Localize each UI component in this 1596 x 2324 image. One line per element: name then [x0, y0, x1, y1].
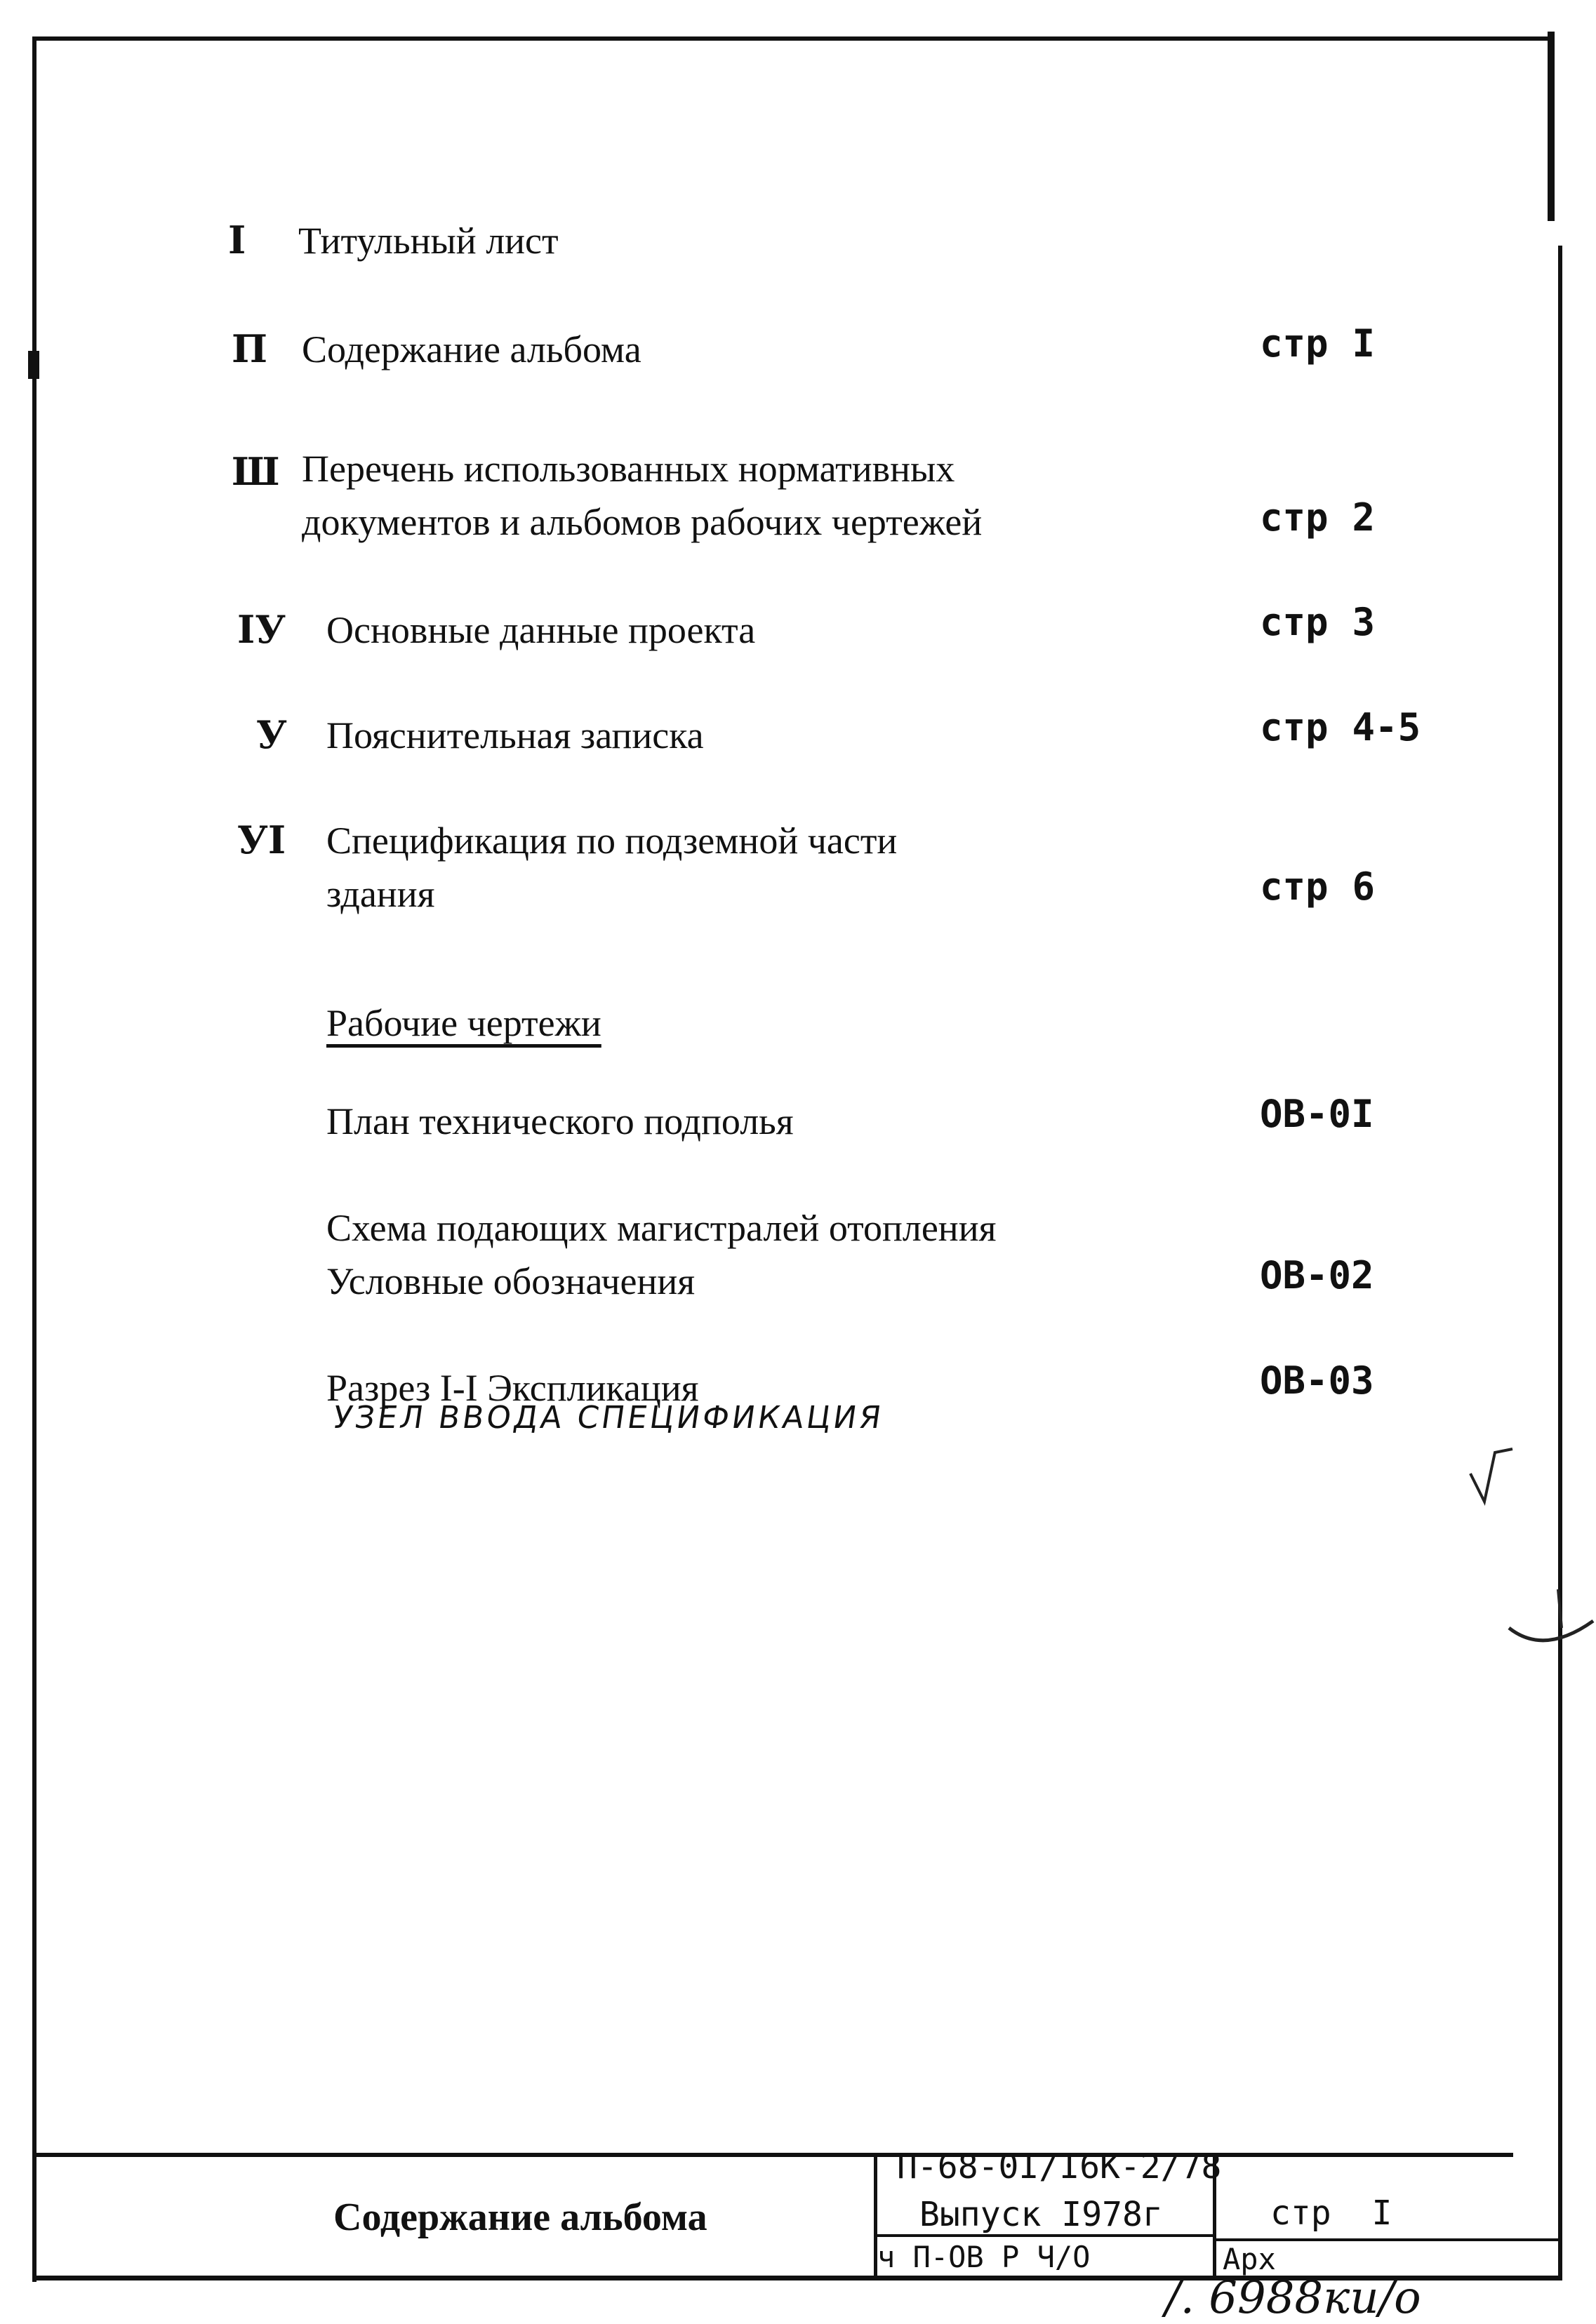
contents-item-title: Титульный лист [298, 220, 559, 262]
contents-number: IУ [237, 607, 286, 652]
contents-item-title: Пояснительная записка [326, 714, 704, 756]
frame-right-border [1558, 246, 1562, 2280]
contents-number: П [232, 326, 267, 371]
drawings-heading: Рабочие чертежи [326, 1002, 601, 1044]
drawing-title-line1: Схема подающих магистралей отопления [326, 1207, 997, 1249]
title-block-arch: Арх [1223, 2242, 1276, 2276]
drawing-code: ОВ-02 [1260, 1253, 1374, 1297]
pen-stroke-icon [1502, 1586, 1596, 1656]
page-label: стр [1260, 495, 1329, 540]
contents-page-ref [1260, 321, 1375, 366]
contents-number: I [228, 218, 246, 262]
handwritten-note: УЗЕЛ ВВОДА СПЕЦИФИКАЦИЯ [331, 1400, 886, 1436]
drawing-title: План технического подполья [326, 1100, 794, 1142]
drawing-title-line2: Условные обозначения [326, 1260, 696, 1302]
title-block-code: П-68-0I/I6К-2/78 [897, 2147, 1222, 2186]
contents-item-title-line2: документов и альбомов рабочих чертежей [302, 501, 983, 543]
title-block-title: Содержание альбома [333, 2196, 707, 2239]
frame-right-border-upper [1548, 32, 1555, 221]
title-block-row-line [1216, 2238, 1558, 2241]
inventory-prefix-mark: /. [1165, 2272, 1195, 2324]
page-label: стр [1260, 600, 1329, 644]
contents-page-ref [1260, 495, 1375, 540]
frame-tick-mark [28, 351, 39, 379]
page-label: стр [1260, 321, 1329, 366]
title-block-row-line [877, 2234, 1213, 2237]
contents-number: Ш [232, 449, 280, 494]
contents-page-ref [1260, 600, 1375, 644]
contents-item-title-line1: Перечень использованных нормативных [302, 448, 955, 490]
drawing-title: Разрез I-I Экспликация [326, 1367, 699, 1409]
page-label: стр [1270, 2193, 1331, 2233]
contents-number: У [256, 712, 287, 757]
title-block-issue: Выпуск I978г [919, 2195, 1163, 2234]
page-label: стр [1260, 864, 1329, 909]
contents-item-title: Содержание альбома [302, 328, 641, 370]
contents-number: УI [237, 817, 286, 862]
title-block-top-line [32, 2153, 1513, 2157]
page-number: 2 [1352, 495, 1376, 540]
checkmark-icon [1467, 1445, 1516, 1509]
bottom-handwritten-inventory [1165, 2272, 1421, 2324]
page-label: стр [1260, 705, 1329, 749]
title-block-sheet-code: ч П-ОВ Р Ч/О [877, 2240, 1091, 2274]
page-number: 3 [1352, 600, 1376, 644]
contents-item-title: Основные данные проекта [326, 609, 756, 651]
page-number: 4-5 [1352, 705, 1421, 749]
page-number: I [1352, 321, 1376, 366]
contents-item-title-line1: Спецификация по подземной части [326, 820, 898, 862]
drawing-code: ОВ-03 [1260, 1358, 1374, 1403]
page-number: I [1371, 2193, 1392, 2233]
contents-page-ref [1260, 705, 1421, 749]
contents-page-ref [1260, 864, 1375, 909]
contents-item-title-line2: здания [326, 873, 435, 915]
title-block-page-ref [1270, 2193, 1392, 2233]
drawing-code: ОВ-0I [1260, 1092, 1374, 1136]
inventory-number: 6988ки/о [1209, 2272, 1421, 2324]
frame-top-border [32, 36, 1548, 41]
page-number: 6 [1352, 864, 1376, 909]
